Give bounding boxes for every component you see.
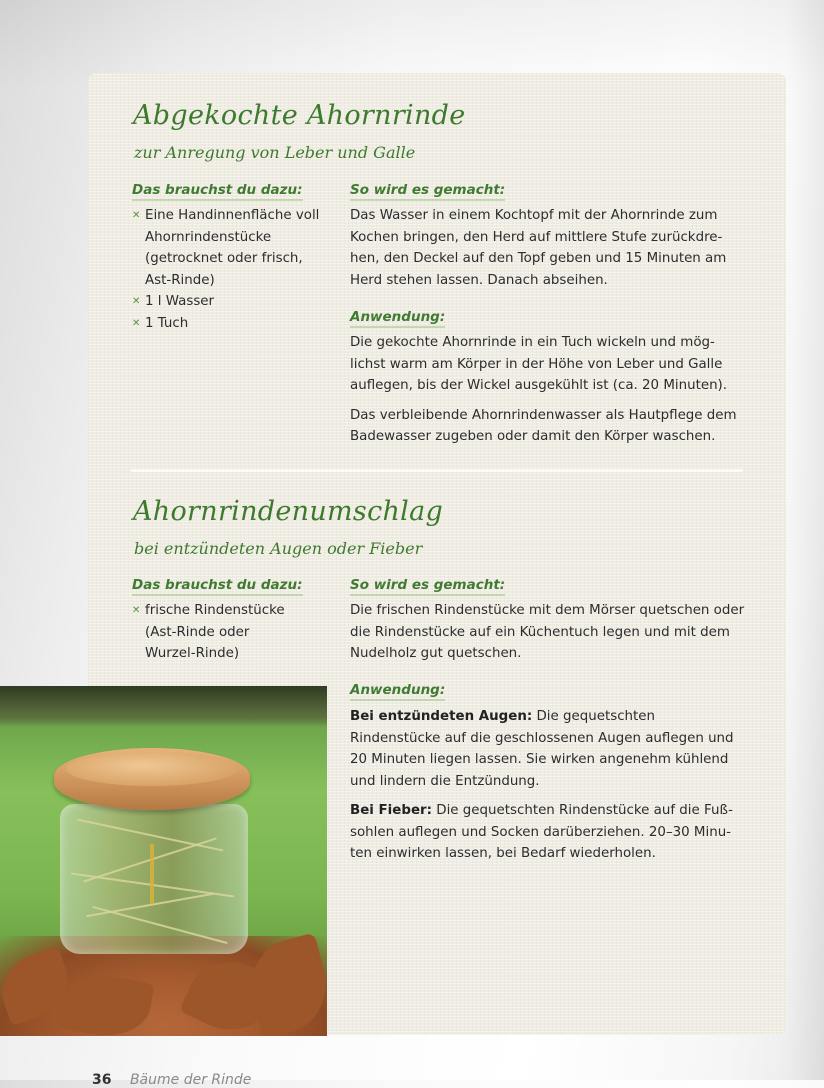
page-footer (92, 1072, 251, 1088)
recipe-2-method: Die frischen Rindenstücke mit dem Mörser quetschen oder die Rindenstücke auf ein Küchentuch legen und mit dem Nudelholz gut quetschen. (350, 603, 745, 661)
photo-background-bushes (0, 686, 327, 726)
section-divider (131, 469, 743, 472)
bullet-x-icon: ✕ (132, 317, 141, 329)
recipe-1-subtitle: zur Anregung von Leber und Galle (134, 143, 416, 162)
ingredient-item: ✕ frische Rindenstücke (Ast-Rinde oder Wurzel-Rinde) (132, 600, 302, 665)
application-paragraph-eyes: Bei entzündeten Augen: Die gequetschten Rindenstücke auf die geschlossenen Augen auflegen und 20 Minuten liegen lassen. Sie wirken angenehm kühlend und lindern die Entzündung. (350, 709, 734, 789)
photo-glass-jar (60, 804, 248, 954)
bullet-x-icon: ✕ (132, 296, 141, 307)
recipe-2-application (350, 706, 742, 873)
recipe-1-method: Das Wasser in einem Kochtopf mit der Ahornrinde zum Kochen bringen, den Herd auf mittlere Stufe zurückdre-hen, den Deckel auf den Topf geben und 15 Minuten am Herd stehen lassen. Danach abseihen. (350, 208, 727, 288)
page-number: 36 (92, 1072, 112, 1088)
application-paragraph: Das verbleibende Ahornrindenwasser als Hautpflege dem Badewasser zugeben oder damit den Körper waschen. (350, 407, 737, 444)
recipe-2-method-heading: So wird es gemacht: (350, 577, 505, 596)
application-paragraph-fever: Bei Fieber: Die gequetschten Rindenstücke auf die Fuß-sohlen auflegen und Socken darüberziehen. 20–30 Minu-ten einwirken lassen, bei Bedarf wiederholen. (350, 803, 733, 861)
recipe-1-ingredients (132, 205, 332, 334)
recipe-1-title: Abgekochte Ahornrinde (133, 100, 466, 131)
running-title: Bäume der Rinde (129, 1072, 252, 1088)
recipe-2-ingredients-heading: Das brauchst du dazu: (132, 577, 303, 596)
recipe-2-application-heading: Anwendung: (350, 682, 445, 701)
recipe-2-title: Ahornrindenumschlag (133, 496, 444, 527)
bullet-x-icon: ✕ (132, 605, 141, 616)
ingredient-item: ✕ 1 Tuch (132, 313, 332, 335)
application-paragraph: Die gekochte Ahornrinde in ein Tuch wickeln und mög-lichst warm am Körper in der Höhe von Leber und Galle auflegen, bis der Wickel ausgekühlt ist (ca. 20 Minuten). (350, 335, 728, 393)
recipe-1-application (350, 332, 744, 456)
recipe-1-application-heading: Anwendung: (350, 309, 445, 328)
bullet-x-icon: ✕ (132, 210, 141, 221)
recipe-2-subtitle: bei entzündeten Augen oder Fieber (134, 539, 423, 558)
ingredient-item: ✕ Eine Handinnenfläche voll Ahornrindenstücke (getrocknet oder frisch, Ast-Rinde) (132, 205, 332, 291)
ingredient-item: ✕ 1 l Wasser (132, 291, 332, 313)
recipe-2-ingredients (132, 600, 302, 665)
recipe-1-method-heading: So wird es gemacht: (350, 182, 505, 201)
recipe-1-ingredients-heading: Das brauchst du dazu: (132, 182, 303, 201)
photo-wooden-lid-top (66, 752, 238, 786)
page-shadow-right (784, 0, 824, 1080)
maple-bark-jar-photo (0, 686, 327, 1036)
